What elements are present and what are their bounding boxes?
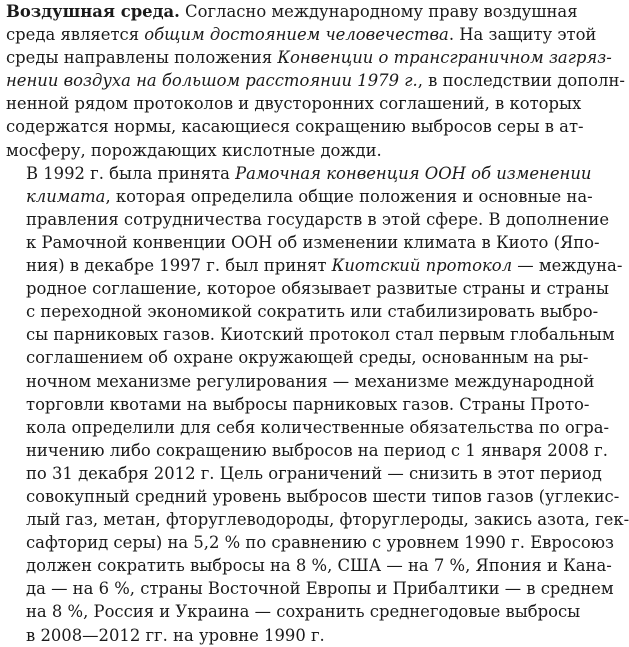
text-run: правления сотрудничества государств в этой сфере. В дополнение (26, 209, 610, 229)
text-line (6, 508, 629, 531)
emphasized-text: Рамочная конвенция ООН об изменении (235, 163, 592, 183)
section-heading: Воздушная среда. (6, 2, 180, 21)
text-line (6, 139, 560, 162)
text-run: ненной рядом протоколов и двусторонних соглашений, в которых (6, 94, 582, 114)
paragraph-air-environment (6, 0, 625, 162)
text-line (6, 554, 612, 577)
text-line (6, 323, 615, 346)
emphasized-text: общим достоянием человечества (144, 25, 449, 45)
text-line (6, 115, 584, 138)
text-line (6, 416, 610, 439)
text-run: по 31 декабря 2012 г. Цель ограничений — снизить в этот период (26, 463, 602, 483)
emphasized-text: нении воздуха на большом расстоянии 1979 г. (6, 71, 418, 91)
text-line (6, 531, 614, 554)
text-run: ночном механизме регулирования — механизме международной (26, 371, 595, 391)
text-line (6, 600, 581, 623)
text-run: В 1992 г. была принята (26, 163, 236, 183)
text-line (6, 208, 610, 231)
text-run: среда является (6, 25, 145, 45)
text-run: соглашением об охране окружающей среды, основанным на ры- (26, 348, 589, 368)
text-line (6, 462, 602, 485)
paragraph-kyoto-protocol (6, 162, 629, 647)
text-run: с переходной экономикой сократить или стабилизировать выбро- (26, 302, 599, 322)
emphasized-text: Киотский протокол (331, 256, 513, 276)
text-line (6, 277, 609, 300)
text-run: да — на 6 %, страны Восточной Европы и Прибалтики — в среднем (26, 579, 614, 599)
text-run: на 8 %, Россия и Украина — сохранить среднегодовые выбросы (26, 602, 581, 622)
text-line (6, 231, 600, 254)
text-run: в 2008—2012 гг. на уровне 1990 г. (26, 625, 325, 645)
text-run: Согласно международному праву воздушная (179, 2, 578, 21)
emphasized-text: Конвенции о трансграничном загряз- (277, 48, 612, 68)
text-run: лый газ, метан, фторуглеводороды, фторуглероды, закись азота, гек- (26, 510, 629, 530)
text-line (6, 370, 595, 393)
text-line (6, 162, 592, 185)
text-run: кола определили для себя количественные обязательства по огра- (26, 417, 610, 437)
text-line (6, 92, 582, 115)
text-run: — междуна- (512, 256, 623, 276)
text-run: ния) в декабре 1997 г. был принят (26, 256, 332, 276)
emphasized-text: климата (26, 186, 106, 206)
text-line (6, 300, 599, 323)
text-line (6, 254, 623, 277)
text-line (6, 185, 593, 208)
text-line (6, 0, 578, 23)
text-run: торговли квотами на выбросы парниковых газов. Страны Прото- (26, 394, 590, 414)
text-line (6, 624, 560, 647)
text-line (6, 69, 625, 92)
text-run: содержатся нормы, касающиеся сокращению выбросов серы в ат- (6, 117, 584, 137)
text-run: родное соглашение, которое обязывает развитые страны и страны (26, 279, 609, 299)
text-line (6, 577, 614, 600)
text-run: ничению либо сокращению выбросов на период с 1 января 2008 г. (26, 440, 608, 460)
text-run: среды направлены положения (6, 48, 278, 68)
text-run: совокупный средний уровень выбросов шести типов газов (углекис- (26, 486, 620, 506)
text-run: должен сократить выбросы на 8 %, США — на 7 %, Япония и Кана- (26, 556, 612, 576)
text-run: . На защиту этой (448, 25, 597, 45)
text-run: , которая определила общие положения и основные на- (105, 186, 593, 206)
text-line (6, 23, 597, 46)
text-run: сы парниковых газов. Киотский протокол стал первым глобальным (26, 325, 615, 345)
text-line (6, 439, 608, 462)
text-line (6, 485, 620, 508)
text-line (6, 346, 589, 369)
text-run: мосферу, порождающих кислотные дожди. (6, 140, 382, 160)
text-line (6, 393, 590, 416)
text-run: сафторид серы) на 5,2 % по сравнению с уровнем 1990 г. Евросоюз (26, 533, 614, 553)
text-run: , в последствии дополн- (417, 71, 625, 91)
text-line (6, 46, 612, 69)
text-run: к Рамочной конвенции ООН об изменении климата в Киото (Япо- (26, 232, 600, 252)
